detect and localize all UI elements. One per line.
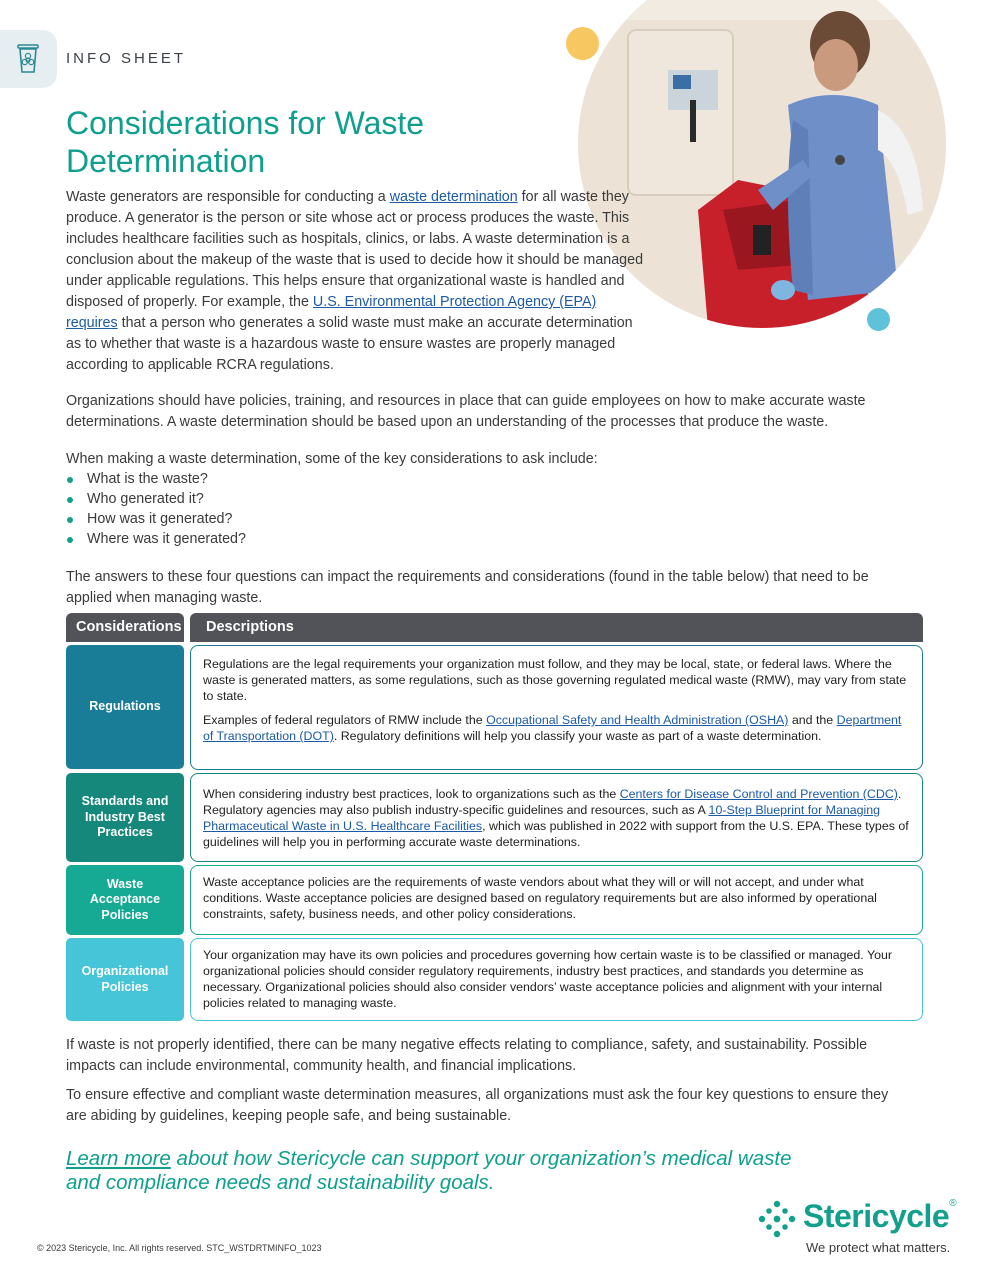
standards-text-c: , which was published in 2022 with support from the U.S. EPA. These types of guidelines will help you in performing accurate waste determinations.	[203, 819, 909, 849]
category-standards: Standards and Industry Best Practices	[66, 773, 184, 862]
regulations-text-1: Regulations are the legal requirements your organization must follow, and they may be local, state, or federal laws. Where the waste is generated matters, as some regulations, such as those governing regulated medical waste (RMW), may vary from state to state.	[203, 657, 907, 703]
description-organizational: Your organization may have its own policies and procedures governing how certain waste is to be classified or managed. Your organizational policies should consider regulatory requirements, industry best practices, and standards you determine as necessary. Organizational policies should also consider vendors’ waste acceptance policies and alignment with your internal policies related to managing waste.	[190, 938, 923, 1021]
standards-text-a: When considering industry best practices, look to organizations such as the	[203, 787, 620, 801]
copyright-text: © 2023 Stericycle, Inc. All rights reserved. STC_WSTDRTMINFO_1023	[37, 1243, 322, 1253]
blueprint-link[interactable]: 10-Step Blueprint for Managing Pharmaceutical Waste in U.S. Healthcare Facilities	[203, 803, 881, 833]
regulations-text-2c: . Regulatory definitions will help you classify your waste as part of a waste determination.	[333, 729, 822, 743]
category-waste-acceptance: Waste Acceptance Policies	[66, 865, 184, 935]
call-to-action	[66, 1147, 826, 1195]
regulations-text-2	[203, 712, 910, 744]
description-standards	[190, 773, 923, 862]
intro-text-2: for all waste they produce. A generator is the person or site whose act or process produces the waste. This includes healthcare facilities such as hospitals, clinics, or labs. A waste determination is a conclusion about the makeup of the waste that is used to decide how it should be managed under applicable regulations. This helps ensure that organizational waste is handled and disposed of properly. For example, the	[66, 189, 644, 310]
standards-text	[203, 786, 910, 850]
category-regulations: Regulations	[66, 645, 184, 769]
considerations-lead: When making a waste determination, some of the key considerations to ask include:	[66, 451, 598, 467]
brand-tagline: We protect what matters.	[806, 1240, 951, 1255]
cdc-link[interactable]: Centers for Disease Control and Prevention (CDC)	[619, 787, 898, 801]
page-title: Considerations for Waste Determination	[66, 105, 425, 179]
waste-determination-link[interactable]: waste determination	[389, 189, 518, 205]
intro-text-1: Waste generators are responsible for conducting a	[66, 189, 390, 205]
intro-text-3: that a person who generates a solid waste must make an accurate determination as to whether that waste is a hazardous waste to ensure wastes are properly managed according to applicable RCRA regulations.	[66, 315, 633, 373]
list-item: Where was it generated?	[66, 529, 246, 549]
description-waste-acceptance: Waste acceptance policies are the requirements of waste vendors about what they will or will not accept, and under what conditions. Waste acceptance policies are designed based on regulatory requirements but are also informed by operational constraints, safety, business needs, and other policy considerations.	[190, 865, 923, 935]
epa-requires-link[interactable]: U.S. Environmental Protection Agency (EPA) requires	[66, 294, 597, 331]
intro-paragraph	[66, 187, 646, 376]
closing-paragraph: To ensure effective and compliant waste determination measures, all organizations must ask the four key questions to ensure they are abiding by guidelines, keeping people safe, and being sustainable.	[66, 1087, 889, 1124]
learn-more-link[interactable]: Learn more	[66, 1147, 171, 1170]
registered-mark: ®	[949, 1198, 957, 1209]
standards-text-b: . Regulatory agencies may also publish industry-specific guidelines and resources, such as A	[203, 787, 902, 817]
table-header-considerations: Considerations	[66, 613, 184, 642]
decorative-dot-blue	[867, 308, 890, 331]
list-item: Who generated it?	[66, 489, 246, 509]
brand-word: Stericycle	[803, 1198, 950, 1234]
decorative-dot-yellow	[566, 27, 599, 60]
cta-text: about how Stericycle can support your organization’s medical waste and compliance needs and sustainability goals.	[66, 1147, 792, 1194]
policies-paragraph: Organizations should have policies, training, and resources in place that can guide employees on how to make accurate waste determinations. A waste determination should be based upon an understanding of the processes that produce the waste.	[66, 393, 866, 430]
dot-link[interactable]: Department of Transportation (DOT)	[203, 713, 902, 743]
stericycle-logo-icon	[758, 1200, 796, 1238]
list-item: How was it generated?	[66, 509, 246, 529]
biohazard-bin-icon	[15, 42, 41, 74]
osha-link[interactable]: Occupational Safety and Health Administration (OSHA)	[486, 713, 789, 727]
regulations-text-2a: Examples of federal regulators of RMW include the	[203, 713, 487, 727]
list-item: What is the waste?	[66, 469, 246, 489]
info-sheet-label: INFO SHEET	[66, 50, 187, 67]
impacts-paragraph: If waste is not properly identified, there can be many negative effects relating to compliance, safety, and sustainability. Possible impacts can include environmental, community health, and financial implications.	[66, 1037, 868, 1074]
description-regulations	[190, 645, 923, 770]
table-header-descriptions: Descriptions	[190, 613, 923, 642]
regulations-text-2b: and the	[788, 713, 837, 727]
header-tab	[0, 30, 57, 88]
key-questions-list	[66, 469, 246, 549]
answers-paragraph: The answers to these four questions can impact the requirements and considerations (found in the table below) that need to be applied when managing waste.	[66, 569, 869, 606]
category-organizational: Organizational Policies	[66, 938, 184, 1021]
brand-name	[803, 1198, 956, 1235]
